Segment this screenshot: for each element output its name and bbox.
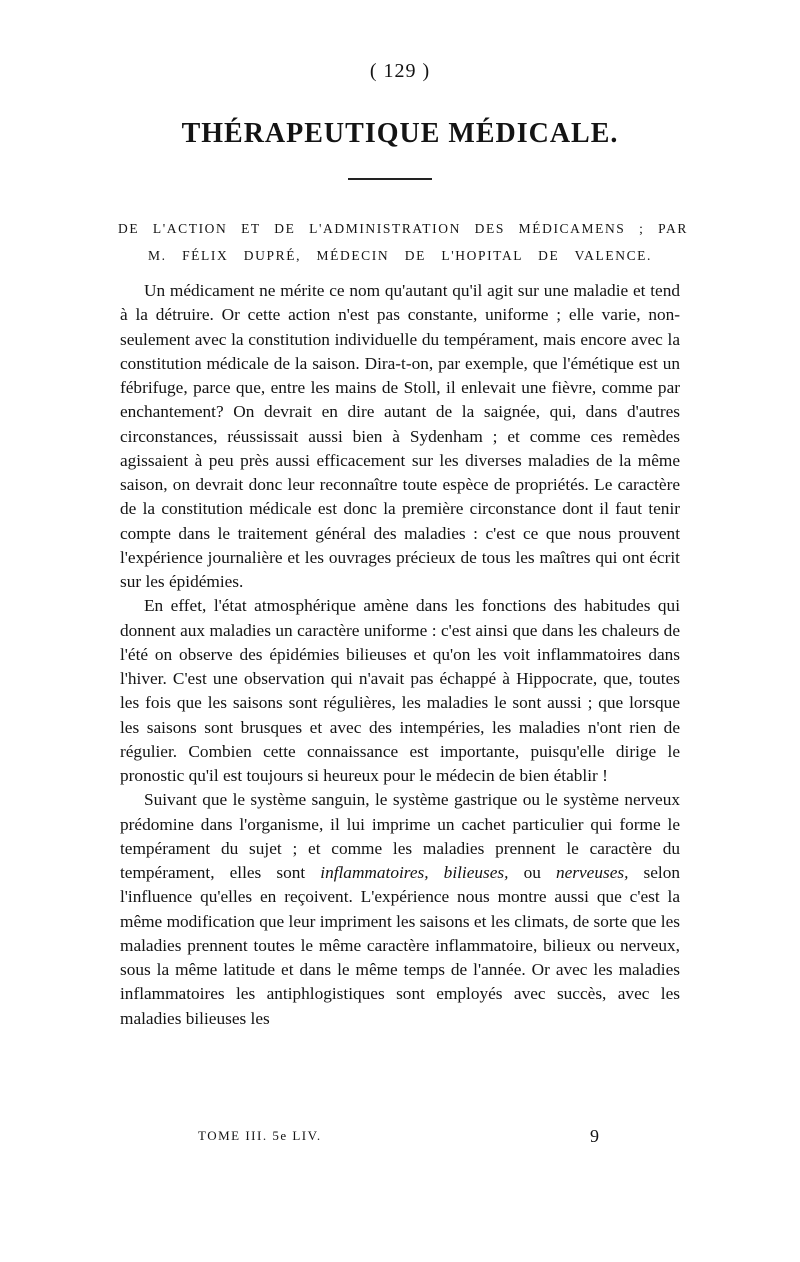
subtitle-line-2: M. FÉLIX DUPRÉ, MÉDECIN DE L'HOPITAL DE VALENCE. [148,248,652,263]
paragraph-1-text: Un médicament ne mérite ce nom qu'autant qu'il agit sur une maladie et tend à la détruire. Or cette action n'est pas constante, uniforme ; elle varie, non-seulement avec la constitution individuelle du tempérament, mais encore avec la constitution médicale de la saison. Dira-t-on, par exemple, que l'émétique est un fébrifuge, parce que, entre les mains de Stoll, il enlevait une fièvre, comme par enchantement? On devrait en dire autant de la saignée, qui, dans d'autres circonstances, réussissait aussi bien à Sydenham ; et comme ces remèdes agissaient à peu près aussi efficacement sur les diverses maladies de la même saison, on devrait donc leur reconnaître toute espèce de propriétés. Le caractère de la constitution médicale est donc la première circonstance dont il faut tenir compte dans le traitement général des maladies : c'est ce que nous prouvent l'expérience journalière et les ouvrages précieux de tous les maîtres qui ont écrit sur les épidémies. [120,281,680,591]
paragraph-3-italic-term-2: nerveuses, [555,863,629,882]
article-subtitle [118,215,688,269]
paragraph-1 [120,279,680,594]
subtitle-line-1: DE L'ACTION ET DE L'ADMINISTRATION DES MÉDICAMENS ; PAR [118,221,688,236]
article-body [120,279,680,1031]
paragraph-3-text-start: Suivant que le système sanguin, le système gastrique ou le système nerveux prédomine dans l'organisme, il lui imprime un cachet particulier qui forme le tempérament du sujet ; et comme les maladies prennent le caractère du tempérament, elles sont [120,790,680,882]
page-number: ( 129 ) [369,60,431,82]
title-divider [348,178,432,180]
signature-mark: TOME III. 5e LIV. [198,1128,322,1143]
paragraph-2 [120,594,680,788]
paragraph-3-text-end: selon l'influence qu'elles en reçoivent. L'expérience nous montre aussi que c'est la même modification que leur impriment les saisons et les climats, de sorte que les maladies prennent toutes le même caractère inflammatoire, bilieux ou nerveux, sous la même latitude et dans le même temps de l'année. Or avec les maladies inflammatoires les antiphlogistiques sont employés avec succès, avec les maladies bilieuses les [120,863,680,1028]
folio-number: 9 [590,1126,599,1146]
paragraph-3-italic-terms: inflammatoires, bilieuses, [320,863,509,882]
paragraph-3-text-middle: ou [508,863,556,882]
page-title: THÉRAPEUTIQUE MÉDICALE. [181,118,619,149]
paragraph-3 [120,788,680,1031]
paragraph-2-text: En effet, l'état atmosphérique amène dans les fonctions des habitudes qui donnent aux maladies un caractère uniforme : c'est ainsi que dans les chaleurs de l'été on observe des épidémies bilieuses et qu'on les voit inflammatoires dans l'hiver. C'est une observation qui n'avait pas échappé à Hippocrate, que, toutes les fois que les saisons sont régulières, les maladies le sont aussi ; que lorsque les saisons sont brusques et avec des intempéries, les maladies n'ont rien de régulier. Combien cette connaissance est importante, puisqu'elle dirige le pronostic qu'il est toujours si heureux pour le médecin de bien établir ! [120,596,680,785]
